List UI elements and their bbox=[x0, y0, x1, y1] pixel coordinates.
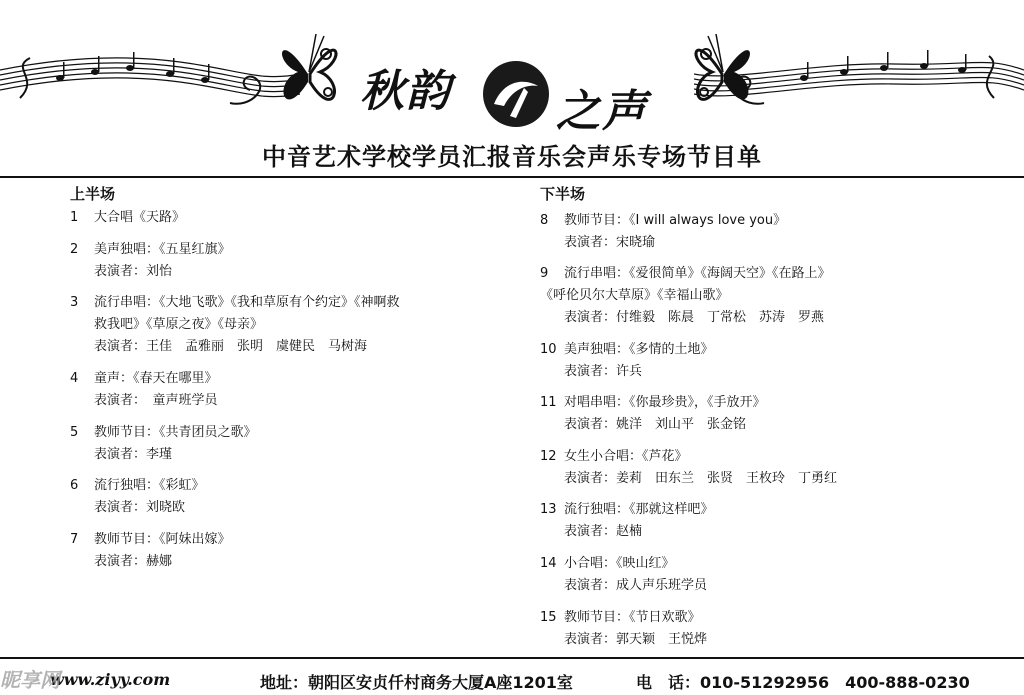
item-performers: 表演者：刘怡 bbox=[94, 264, 173, 279]
music-staff-left-decoration bbox=[0, 48, 300, 108]
item-performers: 表演者：赫娜 bbox=[94, 554, 173, 569]
item-number: 5 bbox=[70, 425, 79, 440]
item-number: 10 bbox=[540, 342, 557, 357]
program-subtitle: 中音艺术学校学员汇报音乐会声乐专场节目单 bbox=[262, 143, 762, 171]
item-number: 7 bbox=[70, 532, 79, 547]
item-title: 大合唱《天路》 bbox=[94, 210, 186, 225]
footer-address: 地址：朝阳区安贞仟村商务大厦A座1201室 bbox=[260, 673, 573, 692]
item-title: 教师节目：《节日欢歌》 bbox=[564, 610, 701, 625]
footer bbox=[0, 664, 1024, 695]
first-half-title: 上半场 bbox=[70, 185, 116, 203]
footer-website: www.ziyy.com bbox=[50, 670, 171, 689]
brand-title-part2: 之声 bbox=[556, 86, 648, 137]
item-performers: 表演者：付维毅 陈晨 丁常松 苏涛 罗燕 bbox=[564, 310, 825, 325]
item-title: 童声：《春天在哪里》 bbox=[94, 371, 218, 386]
item-title: 女生小合唱：《芦花》 bbox=[564, 449, 688, 464]
item-performers: 表演者： 童声班学员 bbox=[94, 393, 218, 408]
item-performers: 表演者：赵楠 bbox=[564, 524, 643, 539]
butterfly-left-icon bbox=[268, 22, 350, 126]
item-title: 教师节目：《I will always love you》 bbox=[564, 213, 787, 228]
item-number: 8 bbox=[540, 213, 549, 228]
music-staff-right-decoration bbox=[694, 48, 1024, 108]
second-half-title: 下半场 bbox=[540, 185, 586, 203]
item-title: 流行独唱：《彩虹》 bbox=[94, 478, 205, 493]
item-title: 流行串唱：《爱很简单》《海阔天空》《在路上》 bbox=[564, 266, 831, 281]
footer-divider bbox=[0, 657, 1024, 659]
item-number: 13 bbox=[540, 502, 557, 517]
item-title: 流行独唱：《那就这样吧》 bbox=[564, 502, 714, 517]
item-title: 流行串唱：《大地飞歌》《我和草原有个约定》《神啊救 bbox=[94, 295, 400, 310]
item-performers: 表演者：李瑾 bbox=[94, 447, 173, 462]
item-title: 教师节目：《共青团员之歌》 bbox=[94, 425, 257, 440]
item-number: 2 bbox=[70, 242, 79, 257]
item-number: 11 bbox=[540, 395, 557, 410]
item-performers: 表演者：刘晓欧 bbox=[94, 500, 186, 515]
item-title: 对唱串唱：《你最珍贵》，《手放开》 bbox=[564, 395, 766, 410]
item-number: 12 bbox=[540, 449, 557, 464]
item-number: 9 bbox=[540, 266, 549, 281]
header-divider bbox=[0, 176, 1024, 178]
item-number: 4 bbox=[70, 371, 79, 386]
program-header bbox=[0, 0, 1024, 178]
item-title-continued: 救我吧》《草原之夜》《母亲》 bbox=[94, 317, 264, 332]
item-title: 教师节目：《阿妹出嫁》 bbox=[94, 532, 231, 547]
item-performers: 表演者：宋晓瑜 bbox=[564, 235, 656, 250]
item-number: 1 bbox=[70, 210, 79, 225]
item-performers: 表演者：郭天颖 王悦烨 bbox=[564, 632, 708, 647]
item-performers: 表演者：许兵 bbox=[564, 364, 643, 379]
item-number: 14 bbox=[540, 556, 557, 571]
item-title-continued: 《呼伦贝尔大草原》《幸福山歌》 bbox=[540, 288, 729, 303]
footer-phone: 电 话：010-51292956 400-888-0230 bbox=[636, 673, 970, 692]
item-title: 美声独唱：《五星红旗》 bbox=[94, 242, 231, 257]
item-performers: 表演者：姜莉 田东兰 张贤 王枚玲 丁勇红 bbox=[564, 471, 838, 486]
item-number: 3 bbox=[70, 295, 79, 310]
item-title: 小合唱：《映山红》 bbox=[564, 556, 675, 571]
item-performers: 表演者：姚洋 刘山平 张金铭 bbox=[564, 417, 747, 432]
school-logo-icon bbox=[480, 58, 552, 130]
item-performers: 表演者：成人声乐班学员 bbox=[564, 578, 708, 593]
item-title: 美声独唱：《多情的土地》 bbox=[564, 342, 714, 357]
watermark-logo: 昵享网 bbox=[0, 668, 60, 692]
item-performers: 表演者：王佳 孟雅丽 张明 虞健民 马树海 bbox=[94, 339, 368, 354]
brand-title-part1: 秋韵 bbox=[360, 66, 452, 117]
item-number: 15 bbox=[540, 610, 557, 625]
item-number: 6 bbox=[70, 478, 79, 493]
